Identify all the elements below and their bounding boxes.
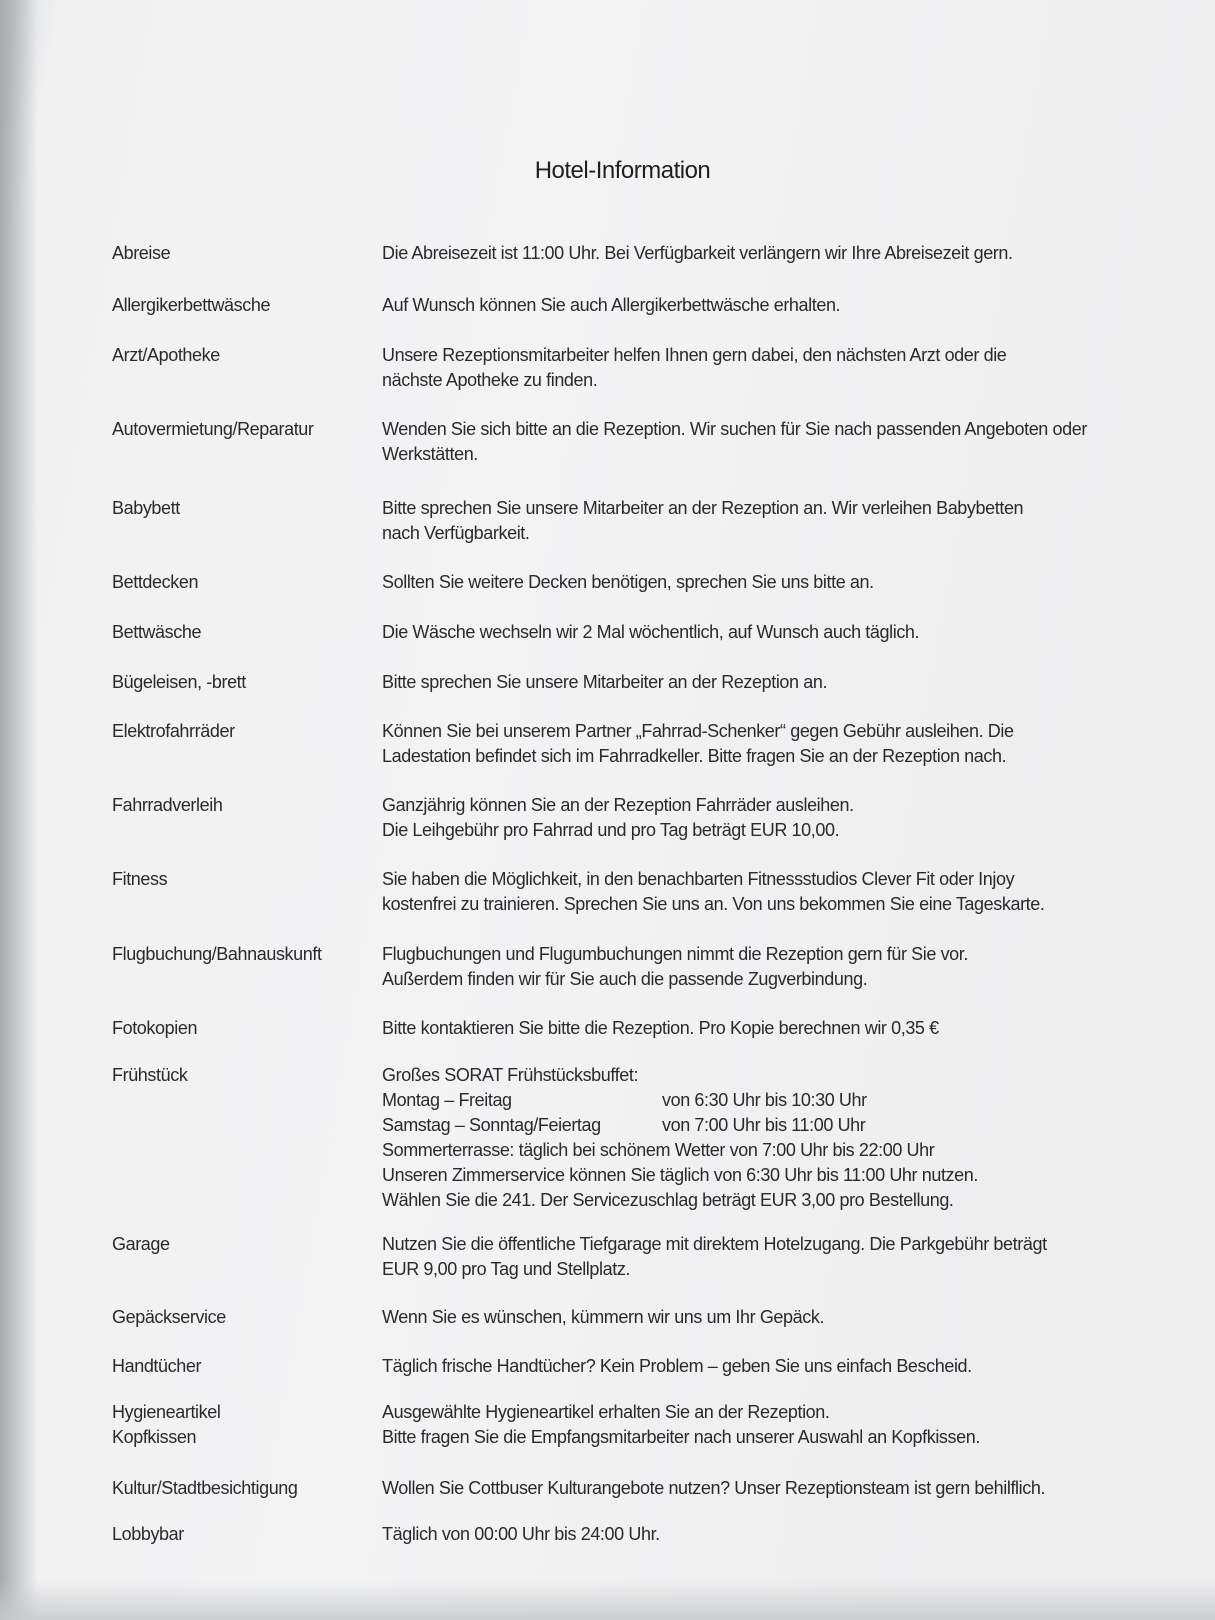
entry-description [382,867,1122,917]
entry-description [382,1400,1122,1425]
description-line: Außerdem finden wir für Sie auch die passende Zugverbindung. [382,969,868,989]
description-line: Sommerterrasse: täglich bei schönem Wetter von 7:00 Uhr bis 22:00 Uhr [382,1140,935,1160]
page-bottom-shadow [0,1580,1215,1620]
description-line: Können Sie bei unserem Partner „Fahrrad-Schenker“ gegen Gebühr ausleihen. Die [382,721,1014,741]
entry-term: Kopfkissen [112,1427,197,1447]
description-line: kostenfrei zu trainieren. Sprechen Sie uns an. Von uns bekommen Sie eine Tageskarte. [382,894,1045,914]
entry-term: Lobbybar [112,1524,184,1544]
entry-term: Elektrofahrräder [112,721,235,741]
entry-term: Hygieneartikel [112,1402,221,1422]
description-line: Die Abreisezeit ist 11:00 Uhr. Bei Verfügbarkeit verlängern wir Ihre Abreisezeit gern. [382,243,1013,263]
page-edge-shadow [0,0,38,1620]
entry-description [382,1354,1122,1379]
entry-term: Bügeleisen, -brett [112,672,246,692]
entry-term: Fahrradverleih [112,795,223,815]
entry-description [382,570,1122,595]
entry-description [382,620,1122,645]
description-line: Bitte sprechen Sie unsere Mitarbeiter an der Rezeption an. Wir verleihen Babybetten [382,498,1024,518]
description-line: Ausgewählte Hygieneartikel erhalten Sie an der Rezeption. [382,1402,830,1422]
entry-description [382,1232,1122,1282]
entry-description [382,343,1122,393]
description-line: Die Leihgebühr pro Fahrrad und pro Tag beträgt EUR 10,00. [382,820,840,840]
entry-term: Handtücher [112,1356,202,1376]
description-line: Werkstätten. [382,444,478,464]
entry-term: Fotokopien [112,1018,198,1038]
entry-term: Bettdecken [112,572,199,592]
description-line: Wollen Sie Cottbuser Kulturangebote nutzen? Unser Rezeptionsteam ist gern behilflich. [382,1478,1046,1498]
description-line: Bitte kontaktieren Sie bitte die Rezeption. Pro Kopie berechnen wir 0,35 € [382,1018,939,1038]
description-line: Die Wäsche wechseln wir 2 Mal wöchentlich, auf Wunsch auch täglich. [382,622,920,642]
entry-term: Garage [112,1234,170,1254]
breakfast-schedule-row [382,1088,1122,1113]
entry-description [382,1305,1122,1330]
entry-term: Flugbuchung/Bahnauskunft [112,944,322,964]
description-line: Bitte sprechen Sie unsere Mitarbeiter an der Rezeption an. [382,672,828,692]
description-line: Sollten Sie weitere Decken benötigen, sprechen Sie uns bitte an. [382,572,874,592]
entry-term: Autovermietung/Reparatur [112,419,314,439]
description-line: Unseren Zimmerservice können Sie täglich von 6:30 Uhr bis 11:00 Uhr nutzen. [382,1165,978,1185]
description-line: EUR 9,00 pro Tag und Stellplatz. [382,1259,631,1279]
description-line: Bitte fragen Sie die Empfangsmitarbeiter nach unserer Auswahl an Kopfkissen. [382,1427,980,1447]
entry-description [382,942,1122,992]
breakfast-schedule-row [382,1113,1122,1138]
description-line: nach Verfügbarkeit. [382,523,530,543]
description-line: nächste Apotheke zu finden. [382,370,598,390]
entry-term: Arzt/Apotheke [112,345,220,365]
entry-term: Babybett [112,498,180,518]
entry-description [382,1425,1122,1450]
entry-term: Gepäckservice [112,1307,226,1327]
entry-description [382,719,1122,769]
description-line: Unsere Rezeptionsmitarbeiter helfen Ihnen gern dabei, den nächsten Arzt oder die [382,345,1007,365]
description-line: Wenn Sie es wünschen, kümmern wir uns um Ihr Gepäck. [382,1307,825,1327]
entry-term: Frühstück [112,1065,188,1085]
description-line: Großes SORAT Frühstücksbuffet: [382,1065,639,1085]
entry-term: Abreise [112,243,171,263]
description-line: Flugbuchungen und Flugumbuchungen nimmt die Rezeption gern für Sie vor. [382,944,968,964]
schedule-days: Montag – Freitag [382,1090,512,1110]
entry-term: Fitness [112,869,168,889]
entry-description [382,293,1122,318]
schedule-hours: von 7:00 Uhr bis 11:00 Uhr [662,1115,866,1135]
page-title: Hotel-Information [534,157,711,184]
schedule-days: Samstag – Sonntag/Feiertag [382,1115,601,1135]
entry-description [382,241,1122,266]
entry-description [382,793,1122,843]
description-line: Täglich von 00:00 Uhr bis 24:00 Uhr. [382,1524,660,1544]
entry-description [382,1522,1122,1547]
entry-description [382,1063,1122,1213]
entry-description [382,496,1122,546]
description-line: Wenden Sie sich bitte an die Rezeption. Wir suchen für Sie nach passenden Angeboten oder [382,419,1087,439]
entry-description [382,417,1122,467]
description-line: Ladestation befindet sich im Fahrradkeller. Bitte fragen Sie an der Rezeption nach. [382,746,1007,766]
entry-description [382,670,1122,695]
entry-term: Bettwäsche [112,622,202,642]
description-line: Wählen Sie die 241. Der Servicezuschlag beträgt EUR 3,00 pro Bestellung. [382,1190,954,1210]
schedule-hours: von 6:30 Uhr bis 10:30 Uhr [662,1090,867,1110]
description-line: Ganzjährig können Sie an der Rezeption Fahrräder ausleihen. [382,795,854,815]
description-line: Täglich frische Handtücher? Kein Problem – geben Sie uns einfach Bescheid. [382,1356,972,1376]
description-line: Auf Wunsch können Sie auch Allergikerbettwäsche erhalten. [382,295,841,315]
description-line: Sie haben die Möglichkeit, in den benachbarten Fitnessstudios Clever Fit oder Injoy [382,869,1015,889]
description-line: Nutzen Sie die öffentliche Tiefgarage mit direktem Hotelzugang. Die Parkgebühr beträgt [382,1234,1047,1254]
entry-description [382,1476,1122,1501]
entry-term: Allergikerbettwäsche [112,295,271,315]
entry-description [382,1016,1122,1041]
entry-term: Kultur/Stadtbesichtigung [112,1478,298,1498]
